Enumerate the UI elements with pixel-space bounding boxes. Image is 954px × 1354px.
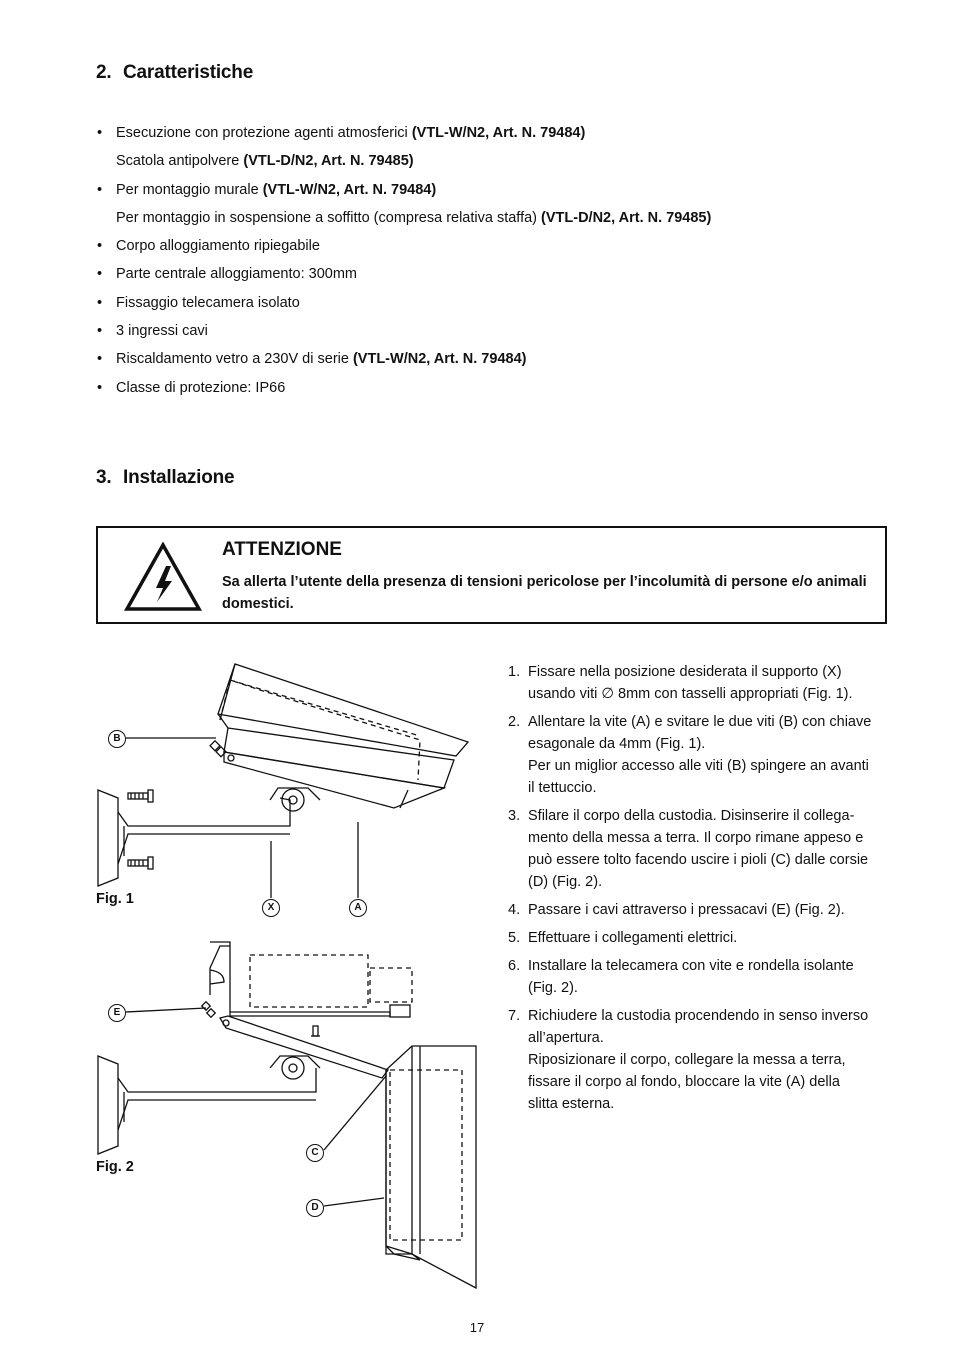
bullet: •	[97, 181, 103, 198]
list-item	[96, 147, 876, 175]
step-line: Passare i cavi attraverso i pressacavi (E) (Fig. 2).	[528, 902, 845, 918]
list-item	[96, 289, 876, 317]
step-line: il tettuccio.	[528, 780, 597, 796]
step-number: 7.	[508, 1008, 521, 1024]
installation-steps	[508, 661, 893, 1121]
list-item	[96, 119, 876, 147]
list-item	[508, 661, 893, 705]
page-number: 17	[469, 1320, 485, 1335]
item-bold-text: (VTL-W/N2, Art. N. 79484)	[411, 125, 586, 141]
high-voltage-warning-icon	[124, 542, 202, 612]
item-text: Parte centrale alloggiamento: 300mm	[116, 266, 357, 283]
list-item	[96, 317, 876, 345]
bullet: •	[97, 294, 103, 311]
step-line: all’apertura.	[528, 1030, 604, 1046]
item-text: Fissaggio telecamera isolato	[116, 294, 300, 311]
list-item	[508, 927, 893, 949]
step-line: slitta esterna.	[528, 1096, 615, 1112]
section-2-title: Caratteristiche	[123, 62, 254, 83]
list-item	[96, 374, 876, 402]
list-item	[96, 176, 876, 204]
step-line: fissare il corpo al fondo, bloccare la vite (A) della	[528, 1074, 840, 1090]
step-number: 4.	[508, 902, 521, 918]
step-number: 5.	[508, 930, 521, 946]
step-line: Riposizionare il corpo, collegare la messa a terra,	[528, 1052, 846, 1068]
bullet: •	[97, 379, 103, 396]
step-number: 6.	[508, 958, 521, 974]
step-line: usando viti ∅ 8mm con tasselli appropriati (Fig. 1).	[528, 686, 853, 702]
section-2-number: 2.	[96, 62, 112, 83]
section-3-number: 3.	[96, 467, 112, 488]
item-text: Scatola antipolvere	[116, 153, 244, 170]
step-number: 1.	[508, 664, 521, 680]
section-3-title: Installazione	[123, 467, 235, 488]
list-item	[96, 345, 876, 373]
item-text: 3 ingressi cavi	[116, 323, 208, 340]
item-text: Per montaggio in sospensione a soffitto (compresa relativa staffa)	[116, 209, 542, 226]
callout-a: A	[349, 899, 367, 917]
list-item	[508, 899, 893, 921]
callout-x: X	[262, 899, 280, 917]
item-text: Esecuzione con protezione agenti atmosferici	[116, 125, 412, 141]
item-text: Per montaggio murale	[116, 181, 263, 198]
warning-title: ATTENZIONE	[222, 539, 342, 560]
bullet: •	[97, 125, 103, 141]
step-number: 3.	[508, 808, 521, 824]
section-3-heading	[96, 467, 234, 489]
item-bold-text: (VTL-W/N2, Art. N. 79484)	[262, 181, 437, 198]
step-line: Per un miglior accesso alle viti (B) spingere an avanti	[528, 758, 869, 774]
list-item	[96, 260, 876, 288]
step-number: 2.	[508, 714, 521, 730]
installation-diagram	[90, 650, 490, 1300]
step-line: Effettuare i collegamenti elettrici.	[528, 930, 738, 946]
section-2-heading	[96, 62, 253, 84]
item-bold-text: (VTL-D/N2, Art. N. 79485)	[541, 209, 712, 226]
list-item	[508, 805, 893, 893]
callout-e: E	[108, 1004, 126, 1022]
step-line: mento della messa a terra. Il corpo rimane appeso e	[528, 830, 864, 846]
callout-c: C	[306, 1144, 324, 1162]
step-line: Richiudere la custodia procendendo in senso inverso	[528, 1008, 869, 1024]
fig-1-label: Fig. 1	[96, 891, 134, 907]
step-line: Fissare nella posizione desiderata il supporto (X)	[528, 664, 842, 680]
callout-d: D	[306, 1199, 324, 1217]
item-bold-text: (VTL-W/N2, Art. N. 79484)	[352, 351, 527, 368]
step-line: Sfilare il corpo della custodia. Disinserire il collega-	[528, 808, 855, 824]
callout-b: B	[108, 730, 126, 748]
step-line: Installare la telecamera con vite e rondella isolante	[528, 958, 854, 974]
step-line: può essere tolto facendo uscire i pioli (C) dalle corsie	[528, 852, 869, 868]
bullet: •	[97, 238, 103, 255]
step-line: (Fig. 2).	[528, 980, 578, 996]
figures-area	[90, 650, 490, 1300]
list-item	[96, 204, 876, 232]
list-item	[508, 955, 893, 999]
item-text: Riscaldamento vetro a 230V di serie	[116, 351, 353, 368]
bullet: •	[97, 266, 103, 283]
features-list	[96, 119, 876, 402]
item-bold-text: (VTL-D/N2, Art. N. 79485)	[243, 153, 414, 170]
fig-2-label: Fig. 2	[96, 1159, 134, 1175]
step-line: Allentare la vite (A) e svitare le due viti (B) con chiave	[528, 714, 872, 730]
step-line: (D) (Fig. 2).	[528, 874, 603, 890]
bullet: •	[97, 351, 103, 368]
step-line: esagonale da 4mm (Fig. 1).	[528, 736, 706, 752]
list-item	[508, 1005, 893, 1115]
warning-text: Sa allerta l’utente della presenza di tensioni pericolose per l’incolumità di persone e/o animali domestici.	[222, 574, 867, 612]
list-item	[508, 711, 893, 799]
item-text: Classe di protezione: IP66	[116, 379, 286, 396]
bullet: •	[97, 323, 103, 340]
item-text: Corpo alloggiamento ripiegabile	[116, 238, 320, 255]
warning-box	[96, 526, 887, 624]
list-item	[96, 232, 876, 260]
